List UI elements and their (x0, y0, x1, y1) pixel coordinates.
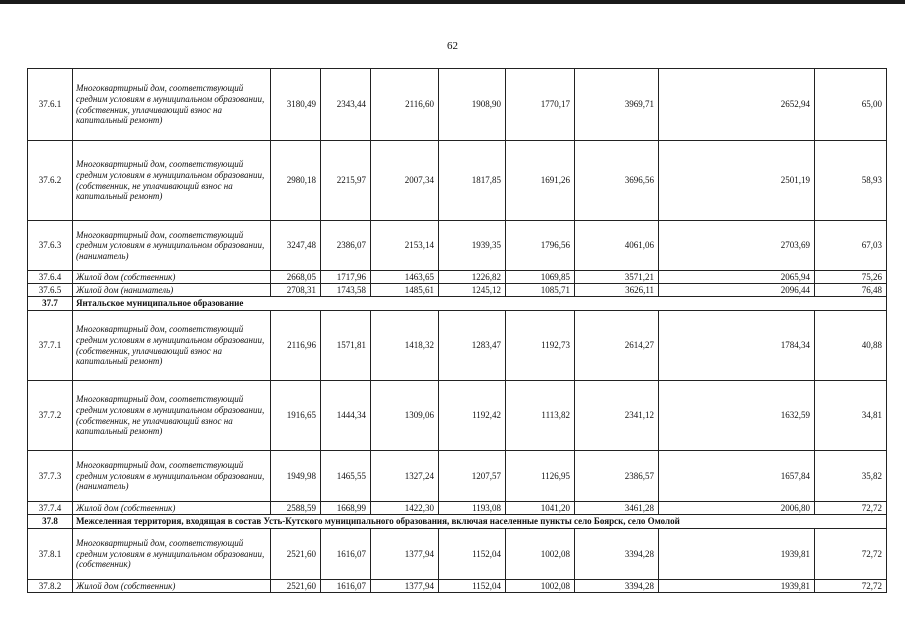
value-cell: 4061,06 (575, 221, 659, 271)
value-cell: 1632,59 (659, 381, 815, 451)
row-code: 37.7.1 (28, 311, 73, 381)
row-code: 37.7.2 (28, 381, 73, 451)
row-description: Жилой дом (собственник) (73, 502, 271, 515)
page-number: 62 (447, 40, 458, 52)
value-cell: 3571,21 (575, 271, 659, 284)
value-cell: 2096,44 (659, 284, 815, 297)
section-title: Янтальское муниципальное образование (73, 297, 887, 311)
value-cell: 75,26 (815, 271, 887, 284)
value-cell: 2980,18 (271, 141, 321, 221)
value-cell: 1939,81 (659, 529, 815, 580)
table-row (28, 271, 887, 284)
row-code: 37.6.2 (28, 141, 73, 221)
value-cell: 1422,30 (371, 502, 439, 515)
value-cell: 2386,57 (575, 451, 659, 502)
value-cell: 1444,34 (321, 381, 371, 451)
value-cell: 1770,17 (506, 69, 575, 141)
row-description: Жилой дом (собственник) (73, 271, 271, 284)
value-cell: 1192,73 (506, 311, 575, 381)
value-cell: 1126,95 (506, 451, 575, 502)
value-cell: 1418,32 (371, 311, 439, 381)
value-cell: 72,72 (815, 580, 887, 593)
row-code: 37.6.4 (28, 271, 73, 284)
value-cell: 1691,26 (506, 141, 575, 221)
value-cell: 2521,60 (271, 580, 321, 593)
value-cell: 2521,60 (271, 529, 321, 580)
value-cell: 1193,08 (439, 502, 506, 515)
table-row (28, 284, 887, 297)
row-description: Многоквартирный дом, соответствующий средним условиям в муниципальном образовании, (наниматель) (73, 221, 271, 271)
table-row (28, 381, 887, 451)
value-cell: 1226,82 (439, 271, 506, 284)
value-cell: 2006,80 (659, 502, 815, 515)
row-code: 37.8.1 (28, 529, 73, 580)
value-cell: 2007,34 (371, 141, 439, 221)
value-cell: 2116,96 (271, 311, 321, 381)
value-cell: 3696,56 (575, 141, 659, 221)
row-code: 37.6.3 (28, 221, 73, 271)
table-row (28, 529, 887, 580)
value-cell: 1463,65 (371, 271, 439, 284)
table-row (28, 451, 887, 502)
value-cell: 1784,34 (659, 311, 815, 381)
value-cell: 1796,56 (506, 221, 575, 271)
value-cell: 1717,96 (321, 271, 371, 284)
value-cell: 2614,27 (575, 311, 659, 381)
value-cell: 35,82 (815, 451, 887, 502)
section-row (28, 297, 887, 311)
value-cell: 76,48 (815, 284, 887, 297)
value-cell: 1002,08 (506, 580, 575, 593)
value-cell: 1485,61 (371, 284, 439, 297)
value-cell: 1113,82 (506, 381, 575, 451)
row-description: Многоквартирный дом, соответствующий средним условиям в муниципальном образовании, (собственник, уплачивающий взнос на капитальный ремонт) (73, 69, 271, 141)
value-cell: 72,72 (815, 502, 887, 515)
tariff-table (27, 68, 887, 593)
value-cell: 2703,69 (659, 221, 815, 271)
value-cell: 40,88 (815, 311, 887, 381)
value-cell: 3394,28 (575, 580, 659, 593)
value-cell: 1817,85 (439, 141, 506, 221)
value-cell: 2588,59 (271, 502, 321, 515)
value-cell: 2501,19 (659, 141, 815, 221)
value-cell: 3969,71 (575, 69, 659, 141)
value-cell: 1377,94 (371, 529, 439, 580)
table-row (28, 311, 887, 381)
value-cell: 34,81 (815, 381, 887, 451)
value-cell: 2386,07 (321, 221, 371, 271)
value-cell: 2215,97 (321, 141, 371, 221)
value-cell: 1465,55 (321, 451, 371, 502)
section-row (28, 515, 887, 529)
value-cell: 1743,58 (321, 284, 371, 297)
value-cell: 2652,94 (659, 69, 815, 141)
value-cell: 1327,24 (371, 451, 439, 502)
value-cell: 2668,05 (271, 271, 321, 284)
value-cell: 3180,49 (271, 69, 321, 141)
value-cell: 2343,44 (321, 69, 371, 141)
row-code: 37.6.1 (28, 69, 73, 141)
table-row (28, 502, 887, 515)
row-code: 37.6.5 (28, 284, 73, 297)
value-cell: 2153,14 (371, 221, 439, 271)
value-cell: 1085,71 (506, 284, 575, 297)
value-cell: 1949,98 (271, 451, 321, 502)
value-cell: 58,93 (815, 141, 887, 221)
value-cell: 1616,07 (321, 580, 371, 593)
value-cell: 1245,12 (439, 284, 506, 297)
value-cell: 1908,90 (439, 69, 506, 141)
row-description: Многоквартирный дом, соответствующий средним условиям в муниципальном образовании, (собственник, уплачивающий взнос на капитальный ремонт) (73, 311, 271, 381)
row-description: Многоквартирный дом, соответствующий средним условиям в муниципальном образовании, (наниматель) (73, 451, 271, 502)
value-cell: 1377,94 (371, 580, 439, 593)
value-cell: 1657,84 (659, 451, 815, 502)
value-cell: 1041,20 (506, 502, 575, 515)
value-cell: 1939,81 (659, 580, 815, 593)
value-cell: 3247,48 (271, 221, 321, 271)
table-row (28, 221, 887, 271)
value-cell: 1668,99 (321, 502, 371, 515)
page-top-border (0, 0, 905, 4)
row-description: Многоквартирный дом, соответствующий средним условиям в муниципальном образовании, (собственник, не уплачивающий взнос на капитальный ремонт) (73, 141, 271, 221)
value-cell: 2116,60 (371, 69, 439, 141)
value-cell: 1002,08 (506, 529, 575, 580)
value-cell: 1939,35 (439, 221, 506, 271)
row-description: Жилой дом (собственник) (73, 580, 271, 593)
section-title: Межселенная территория, входящая в состав Усть-Кутского муниципального образования, включая населенные пункты село Боярск, село Омолой (73, 515, 887, 529)
row-code: 37.7.4 (28, 502, 73, 515)
section-code: 37.7 (28, 297, 73, 311)
value-cell: 2341,12 (575, 381, 659, 451)
table-row (28, 141, 887, 221)
value-cell: 1283,47 (439, 311, 506, 381)
value-cell: 1916,65 (271, 381, 321, 451)
value-cell: 1069,85 (506, 271, 575, 284)
row-code: 37.8.2 (28, 580, 73, 593)
row-code: 37.7.3 (28, 451, 73, 502)
value-cell: 72,72 (815, 529, 887, 580)
value-cell: 2708,31 (271, 284, 321, 297)
value-cell: 3394,28 (575, 529, 659, 580)
value-cell: 1309,06 (371, 381, 439, 451)
value-cell: 1207,57 (439, 451, 506, 502)
table-row (28, 69, 887, 141)
row-description: Многоквартирный дом, соответствующий средним условиям в муниципальном образовании, (собственник) (73, 529, 271, 580)
table-row (28, 580, 887, 593)
value-cell: 1616,07 (321, 529, 371, 580)
value-cell: 3626,11 (575, 284, 659, 297)
value-cell: 3461,28 (575, 502, 659, 515)
value-cell: 65,00 (815, 69, 887, 141)
value-cell: 1571,81 (321, 311, 371, 381)
section-code: 37.8 (28, 515, 73, 529)
value-cell: 67,03 (815, 221, 887, 271)
row-description: Жилой дом (наниматель) (73, 284, 271, 297)
value-cell: 1152,04 (439, 529, 506, 580)
value-cell: 2065,94 (659, 271, 815, 284)
row-description: Многоквартирный дом, соответствующий средним условиям в муниципальном образовании, (собственник, не уплачивающий взнос на капитальный ремонт) (73, 381, 271, 451)
value-cell: 1192,42 (439, 381, 506, 451)
value-cell: 1152,04 (439, 580, 506, 593)
